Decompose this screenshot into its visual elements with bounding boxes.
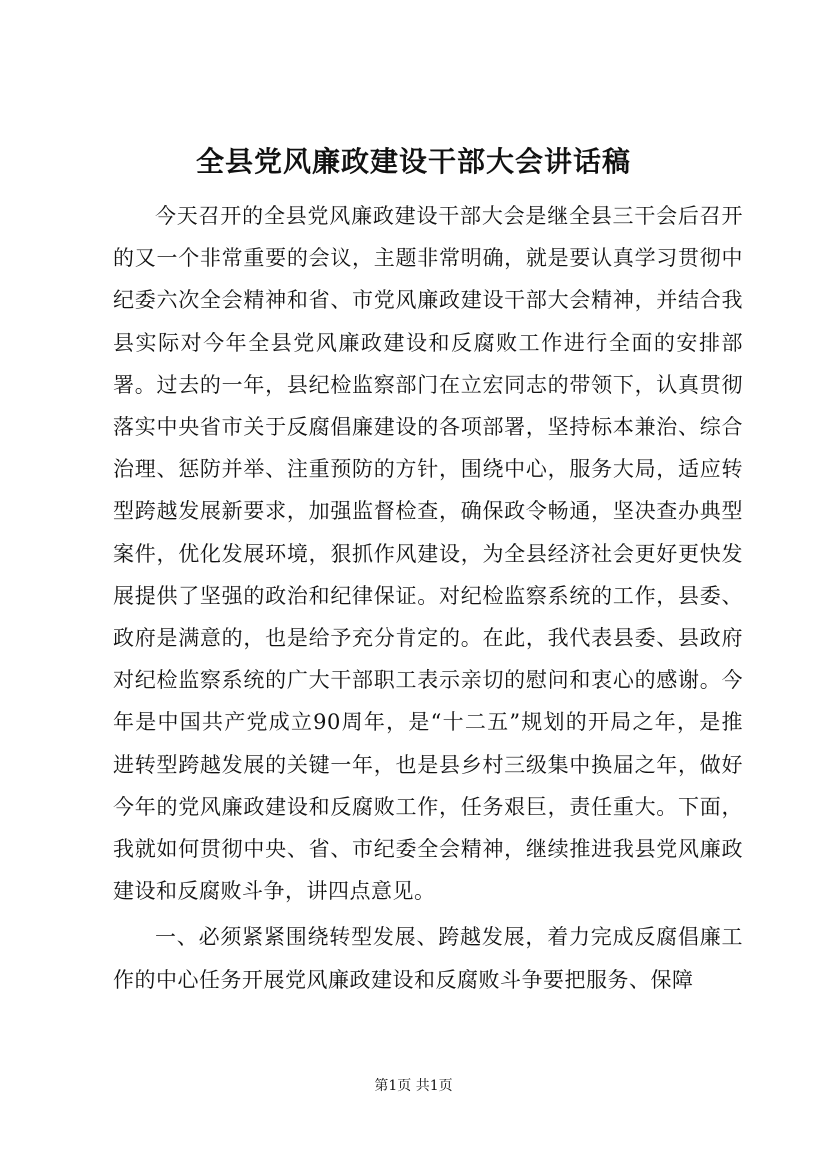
paragraph-2: 一、必须紧紧围绕转型发展、跨越发展，着力完成反腐倡廉工作的中心任务开展党风廉政建设和反腐败斗争要把服务、保障 (113, 925, 743, 992)
page-footer: 第1页 共1页 (374, 1078, 453, 1094)
document-title: 全县党风廉政建设干部大会讲话稿 (195, 145, 631, 178)
paragraph-1: 今天召开的全县党风廉政建设干部大会是继全县三干会后召开的又一个非常重要的会议，主题非常明确，就是要认真学习贯彻中纪委六次全会精神和省、市党风廉政建设干部大会精神，并结合我县实际对今年全县党风廉政建设和反腐败工作进行全面的安排部署。过去的一年，县纪检监察部门在立宏同志的带领下，认真贯彻落实中央省市关于反腐倡廉建设的各项部署，坚持标本兼治、综合治理、惩防并举、注重预防的方针，围绕中心，服务大局，适应转型跨越发展新要求，加强监督检查，确保政令畅通，坚决查办典型案件，优化发展环境，狠抓作风建设，为全县经济社会更好更快发展提供了坚强的政治和纪律保证。对纪检监察系统的工作，县委、政府是满意的，也是给予充分肯定的。在此，我代表县委、县政府对纪检监察系统的广大干部职工表示亲切的慰问和衷心的感谢。今年是中国共产党成立90周年，是“十二五”规划的开局之年，是推进转型跨越发展的关键一年，也是县乡村三级集中换届之年，做好今年的党风廉政建设和反腐败工作，任务艰巨，责任重大。下面，我就如何贯彻中央、省、市纪委全会精神，继续推进我县党风廉政建设和反腐败斗争，讲四点意见。 (113, 204, 743, 904)
document-body (113, 195, 743, 1001)
